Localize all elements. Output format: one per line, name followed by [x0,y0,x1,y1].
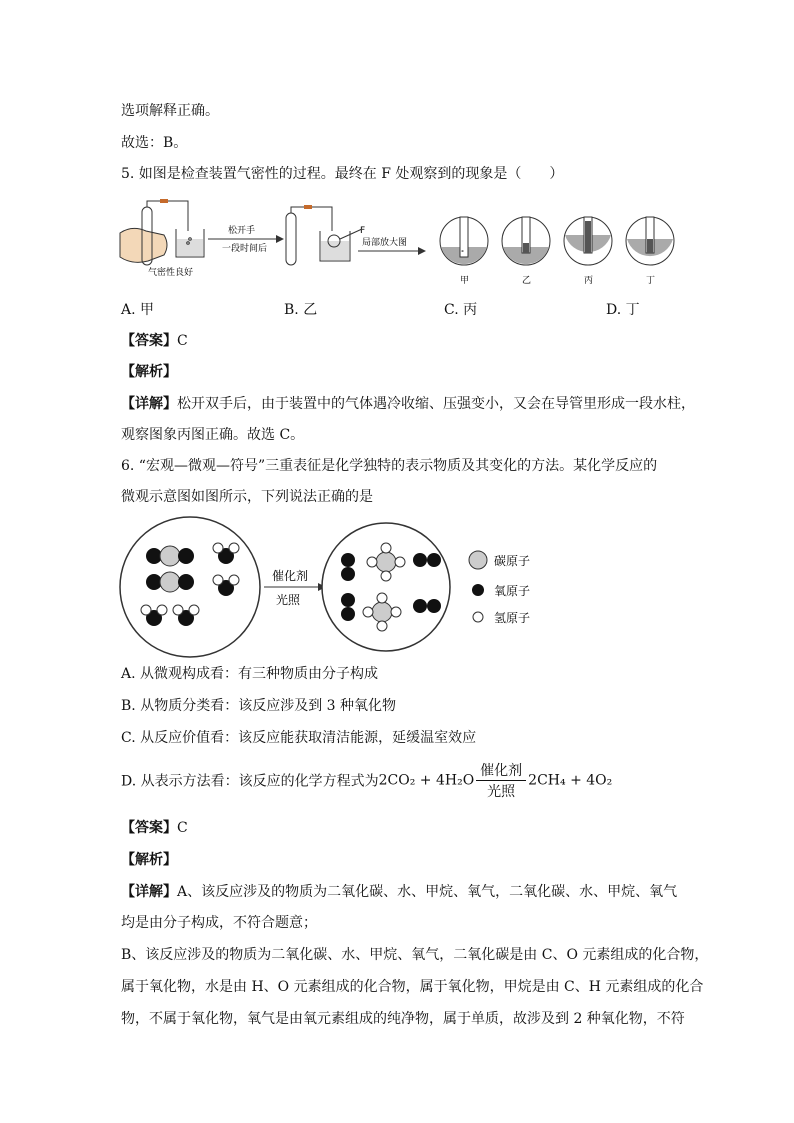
label-airtight: 气密性良好 [148,268,194,278]
text-line: 选项解释正确。 [121,103,219,119]
detail-line: 【详解】A、该反应涉及的物质为二氧化碳、水、甲烷、氧气，二氧化碳、水、甲烷、氧气 [121,884,678,900]
option-d: D. 丁 [606,302,640,318]
option-b: B. 乙 [284,302,318,318]
legend-oxygen: 氧原子 [494,584,531,598]
panel-bing [564,217,612,265]
co2-molecule [146,572,194,592]
text-line: 故选：B。 [121,135,188,151]
question-5-stem: 5. 如图是检查装置气密性的过程。最终在 F 处观察到的现象是（ ） [121,166,564,182]
option-d: D. 从表示方法看：该反应的化学方程式为2CO₂ + 4H₂O $\frac{\text{催化剂}}{\text{光照}}$ 2CH₄ + 4O₂ [121,760,612,801]
question-6-stem: 6. “宏观—微观—符号”三重表征是化学独特的表示物质及其变化的方法。某化学反应的 [121,458,658,474]
arrow1-bottom-label: 一段时间后 [222,244,268,254]
airtightness-figure [118,195,678,290]
arrow2-label: 局部放大图 [362,238,408,248]
carbon-legend-icon [469,551,487,569]
hydrogen-legend-icon [473,612,483,622]
arrow1-top-label: 松开手 [228,226,256,236]
question-6-stem: 微观示意图如图所示，下列说法正确的是 [121,489,373,505]
panel-yi [502,217,550,265]
detail-line: 均是由分子构成，不符合题意； [121,915,317,931]
analysis-tag: 【解析】 [121,364,177,380]
product-circle [322,523,450,651]
catalyst-label: 催化剂 [272,569,309,583]
light-label: 光照 [276,593,301,607]
legend-carbon: 碳原子 [494,554,531,568]
oxygen-legend-icon [472,584,484,596]
detail-line: 物，不属于氧化物，氧气是由氧元素组成的纯净物，属于单质，故涉及到 2 种氧化物，不符 [121,1011,685,1027]
co2-molecule [146,546,194,566]
analysis-tag: 【解析】 [121,852,177,868]
reaction-condition: $\frac{\text{催化剂}}{\text{光照}}$ [476,760,526,801]
detail-line: 观察图象丙图正确。故选 C。 [121,427,305,443]
option-c: C. 从反应价值看：该反应能获取清洁能源，延缓温室效应 [121,730,477,746]
detail-line: 【详解】松开双手后，由于装置中的气体遇冷收缩、压强变小，又会在导管里形成一段水柱， [121,396,695,412]
svg-text:°: ° [461,250,464,257]
panel-jia [440,217,488,265]
detail-line: B、该反应涉及的物质为二氧化碳、水、甲烷、氧气，二氧化碳是由 C、O 元素组成的化合物， [121,947,709,963]
answer-line: 【答案】C [121,820,188,836]
label-f: F [360,226,366,236]
panel-label: 丁 [646,276,656,286]
molecule-figure [118,514,548,660]
panel-label: 丙 [584,276,594,286]
panel-label: 甲 [460,276,470,286]
option-a: A. 甲 [121,302,155,318]
panel-label: 乙 [522,276,532,286]
hand-icon [120,228,167,262]
answer-line: 【答案】C [121,333,188,349]
legend-hydrogen: 氢原子 [494,611,531,625]
option-b: B. 从物质分类看：该反应涉及到 3 种氧化物 [121,698,396,714]
option-c: C. 丙 [444,302,478,318]
panel-ding [626,217,674,265]
option-a: A. 从微观构成看：有三种物质由分子构成 [121,666,379,682]
detail-line: 属于氧化物，水是由 H、O 元素组成的化合物，属于氧化物，甲烷是由 C、H 元素组成的化合 [121,979,704,995]
